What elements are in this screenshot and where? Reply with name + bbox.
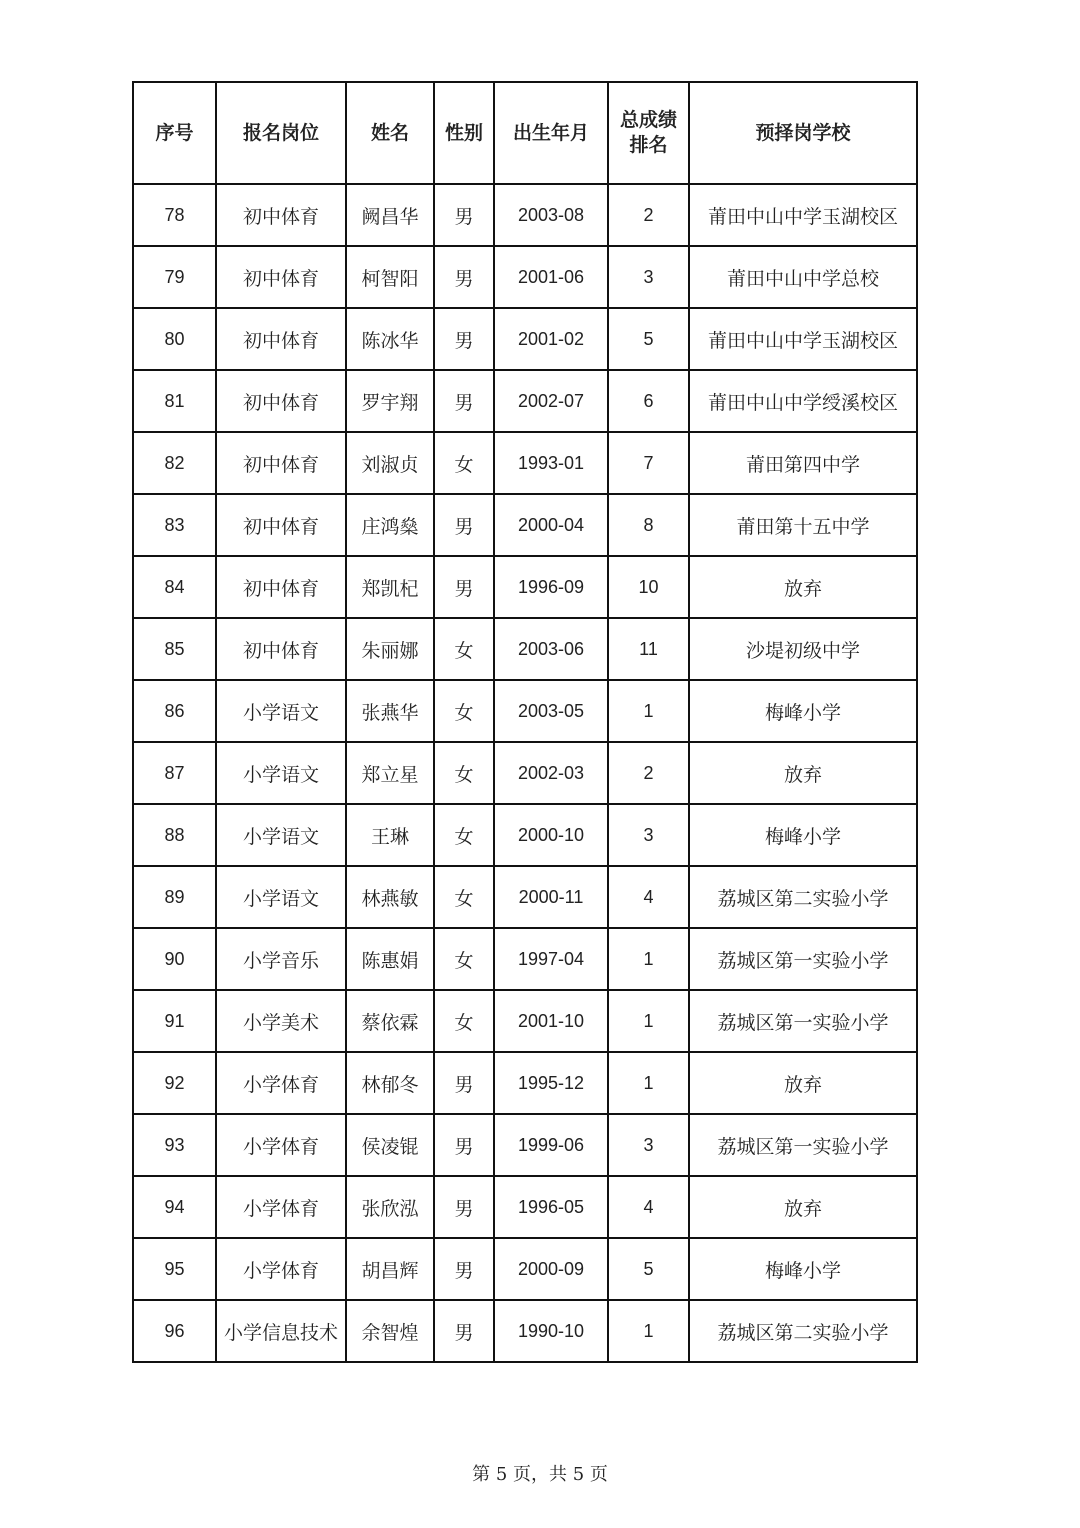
cell-name: 林郁冬 bbox=[346, 1052, 434, 1114]
cell-position: 小学语文 bbox=[216, 804, 346, 866]
cell-position: 小学美术 bbox=[216, 990, 346, 1052]
cell-index: 81 bbox=[133, 370, 216, 432]
cell-gender: 男 bbox=[434, 1052, 494, 1114]
cell-school: 莆田第十五中学 bbox=[689, 494, 917, 556]
cell-index: 96 bbox=[133, 1300, 216, 1362]
cell-birth: 2003-06 bbox=[494, 618, 608, 680]
cell-position: 初中体育 bbox=[216, 618, 346, 680]
table-row bbox=[133, 680, 917, 742]
table-header-row bbox=[133, 82, 917, 184]
table-row bbox=[133, 370, 917, 432]
cell-name: 蔡依霖 bbox=[346, 990, 434, 1052]
cell-position: 初中体育 bbox=[216, 184, 346, 246]
cell-birth: 2003-05 bbox=[494, 680, 608, 742]
cell-index: 80 bbox=[133, 308, 216, 370]
cell-rank: 10 bbox=[608, 556, 689, 618]
cell-gender: 男 bbox=[434, 494, 494, 556]
table-row bbox=[133, 432, 917, 494]
cell-index: 87 bbox=[133, 742, 216, 804]
page-footer: 第 5 页，共 5 页 bbox=[472, 1464, 608, 1485]
cell-index: 83 bbox=[133, 494, 216, 556]
cell-birth: 2000-10 bbox=[494, 804, 608, 866]
results-table-container bbox=[132, 81, 916, 1363]
cell-rank: 1 bbox=[608, 928, 689, 990]
cell-birth: 1996-09 bbox=[494, 556, 608, 618]
cell-birth: 2003-08 bbox=[494, 184, 608, 246]
cell-index: 79 bbox=[133, 246, 216, 308]
table-row bbox=[133, 1114, 917, 1176]
cell-birth: 2000-11 bbox=[494, 866, 608, 928]
cell-gender: 女 bbox=[434, 618, 494, 680]
cell-school: 荔城区第一实验小学 bbox=[689, 928, 917, 990]
cell-position: 小学体育 bbox=[216, 1052, 346, 1114]
cell-gender: 女 bbox=[434, 928, 494, 990]
cell-index: 78 bbox=[133, 184, 216, 246]
results-table bbox=[132, 81, 918, 1363]
cell-rank: 7 bbox=[608, 432, 689, 494]
cell-rank: 11 bbox=[608, 618, 689, 680]
cell-rank: 3 bbox=[608, 1114, 689, 1176]
cell-name: 郑立星 bbox=[346, 742, 434, 804]
cell-school: 沙堤初级中学 bbox=[689, 618, 917, 680]
cell-name: 侯凌锟 bbox=[346, 1114, 434, 1176]
cell-position: 小学体育 bbox=[216, 1176, 346, 1238]
table-row bbox=[133, 804, 917, 866]
cell-school: 荔城区第一实验小学 bbox=[689, 1114, 917, 1176]
table-row bbox=[133, 618, 917, 680]
cell-name: 郑凯杞 bbox=[346, 556, 434, 618]
cell-school: 梅峰小学 bbox=[689, 804, 917, 866]
cell-gender: 男 bbox=[434, 246, 494, 308]
cell-gender: 男 bbox=[434, 184, 494, 246]
header-index: 序号 bbox=[133, 82, 216, 184]
cell-school: 荔城区第二实验小学 bbox=[689, 1300, 917, 1362]
cell-position: 小学体育 bbox=[216, 1238, 346, 1300]
cell-position: 小学语文 bbox=[216, 680, 346, 742]
cell-rank: 3 bbox=[608, 804, 689, 866]
table-row bbox=[133, 184, 917, 246]
cell-index: 93 bbox=[133, 1114, 216, 1176]
table-row bbox=[133, 928, 917, 990]
cell-index: 91 bbox=[133, 990, 216, 1052]
cell-school: 莆田第四中学 bbox=[689, 432, 917, 494]
cell-gender: 女 bbox=[434, 990, 494, 1052]
cell-school: 莆田中山中学总校 bbox=[689, 246, 917, 308]
cell-name: 陈惠娟 bbox=[346, 928, 434, 990]
table-row bbox=[133, 990, 917, 1052]
header-rank: 总成绩 排名 bbox=[608, 82, 689, 184]
header-birth: 出生年月 bbox=[494, 82, 608, 184]
table-row bbox=[133, 866, 917, 928]
cell-school: 莆田中山中学绶溪校区 bbox=[689, 370, 917, 432]
cell-rank: 8 bbox=[608, 494, 689, 556]
cell-school: 放弃 bbox=[689, 1176, 917, 1238]
cell-gender: 男 bbox=[434, 308, 494, 370]
cell-gender: 男 bbox=[434, 370, 494, 432]
cell-position: 小学体育 bbox=[216, 1114, 346, 1176]
cell-birth: 2001-06 bbox=[494, 246, 608, 308]
cell-gender: 男 bbox=[434, 1176, 494, 1238]
cell-school: 莆田中山中学玉湖校区 bbox=[689, 308, 917, 370]
cell-name: 庄鸿燊 bbox=[346, 494, 434, 556]
cell-gender: 男 bbox=[434, 1300, 494, 1362]
cell-position: 初中体育 bbox=[216, 494, 346, 556]
cell-name: 胡昌辉 bbox=[346, 1238, 434, 1300]
cell-school: 梅峰小学 bbox=[689, 680, 917, 742]
table-row bbox=[133, 1052, 917, 1114]
cell-birth: 1993-01 bbox=[494, 432, 608, 494]
cell-school: 荔城区第一实验小学 bbox=[689, 990, 917, 1052]
cell-birth: 2000-09 bbox=[494, 1238, 608, 1300]
cell-birth: 1999-06 bbox=[494, 1114, 608, 1176]
table-row bbox=[133, 246, 917, 308]
cell-rank: 6 bbox=[608, 370, 689, 432]
table-row bbox=[133, 1238, 917, 1300]
header-gender: 性别 bbox=[434, 82, 494, 184]
cell-gender: 女 bbox=[434, 804, 494, 866]
cell-gender: 男 bbox=[434, 556, 494, 618]
cell-rank: 2 bbox=[608, 184, 689, 246]
header-name: 姓名 bbox=[346, 82, 434, 184]
table-row bbox=[133, 494, 917, 556]
cell-name: 张燕华 bbox=[346, 680, 434, 742]
cell-birth: 1995-12 bbox=[494, 1052, 608, 1114]
table-row bbox=[133, 1300, 917, 1362]
cell-name: 王琳 bbox=[346, 804, 434, 866]
cell-rank: 2 bbox=[608, 742, 689, 804]
cell-gender: 男 bbox=[434, 1114, 494, 1176]
cell-rank: 4 bbox=[608, 866, 689, 928]
cell-position: 小学语文 bbox=[216, 742, 346, 804]
cell-position: 小学信息技术 bbox=[216, 1300, 346, 1362]
cell-gender: 女 bbox=[434, 432, 494, 494]
cell-position: 初中体育 bbox=[216, 556, 346, 618]
cell-name: 阙昌华 bbox=[346, 184, 434, 246]
cell-birth: 2001-10 bbox=[494, 990, 608, 1052]
cell-rank: 3 bbox=[608, 246, 689, 308]
cell-birth: 1996-05 bbox=[494, 1176, 608, 1238]
header-position: 报名岗位 bbox=[216, 82, 346, 184]
cell-index: 90 bbox=[133, 928, 216, 990]
cell-rank: 1 bbox=[608, 1300, 689, 1362]
cell-gender: 女 bbox=[434, 742, 494, 804]
cell-gender: 女 bbox=[434, 866, 494, 928]
cell-school: 莆田中山中学玉湖校区 bbox=[689, 184, 917, 246]
cell-school: 放弃 bbox=[689, 556, 917, 618]
cell-birth: 2002-03 bbox=[494, 742, 608, 804]
cell-index: 92 bbox=[133, 1052, 216, 1114]
cell-position: 小学语文 bbox=[216, 866, 346, 928]
cell-rank: 4 bbox=[608, 1176, 689, 1238]
cell-name: 余智煌 bbox=[346, 1300, 434, 1362]
cell-rank: 5 bbox=[608, 1238, 689, 1300]
cell-birth: 1997-04 bbox=[494, 928, 608, 990]
cell-index: 88 bbox=[133, 804, 216, 866]
table-row bbox=[133, 1176, 917, 1238]
cell-name: 林燕敏 bbox=[346, 866, 434, 928]
cell-index: 86 bbox=[133, 680, 216, 742]
cell-index: 94 bbox=[133, 1176, 216, 1238]
cell-gender: 女 bbox=[434, 680, 494, 742]
cell-name: 罗宇翔 bbox=[346, 370, 434, 432]
cell-rank: 1 bbox=[608, 680, 689, 742]
cell-index: 82 bbox=[133, 432, 216, 494]
cell-rank: 1 bbox=[608, 990, 689, 1052]
cell-index: 95 bbox=[133, 1238, 216, 1300]
cell-birth: 1990-10 bbox=[494, 1300, 608, 1362]
cell-school: 放弃 bbox=[689, 742, 917, 804]
cell-name: 刘淑贞 bbox=[346, 432, 434, 494]
cell-position: 初中体育 bbox=[216, 370, 346, 432]
cell-name: 陈冰华 bbox=[346, 308, 434, 370]
cell-index: 85 bbox=[133, 618, 216, 680]
cell-birth: 2002-07 bbox=[494, 370, 608, 432]
cell-position: 初中体育 bbox=[216, 432, 346, 494]
cell-index: 84 bbox=[133, 556, 216, 618]
cell-index: 89 bbox=[133, 866, 216, 928]
cell-gender: 男 bbox=[434, 1238, 494, 1300]
header-school: 预择岗学校 bbox=[689, 82, 917, 184]
cell-school: 放弃 bbox=[689, 1052, 917, 1114]
cell-name: 柯智阳 bbox=[346, 246, 434, 308]
table-row bbox=[133, 556, 917, 618]
cell-school: 梅峰小学 bbox=[689, 1238, 917, 1300]
cell-rank: 1 bbox=[608, 1052, 689, 1114]
cell-birth: 2001-02 bbox=[494, 308, 608, 370]
cell-rank: 5 bbox=[608, 308, 689, 370]
cell-name: 朱丽娜 bbox=[346, 618, 434, 680]
cell-school: 荔城区第二实验小学 bbox=[689, 866, 917, 928]
cell-position: 初中体育 bbox=[216, 308, 346, 370]
cell-position: 小学音乐 bbox=[216, 928, 346, 990]
cell-name: 张欣泓 bbox=[346, 1176, 434, 1238]
table-row bbox=[133, 308, 917, 370]
cell-birth: 2000-04 bbox=[494, 494, 608, 556]
cell-position: 初中体育 bbox=[216, 246, 346, 308]
table-row bbox=[133, 742, 917, 804]
